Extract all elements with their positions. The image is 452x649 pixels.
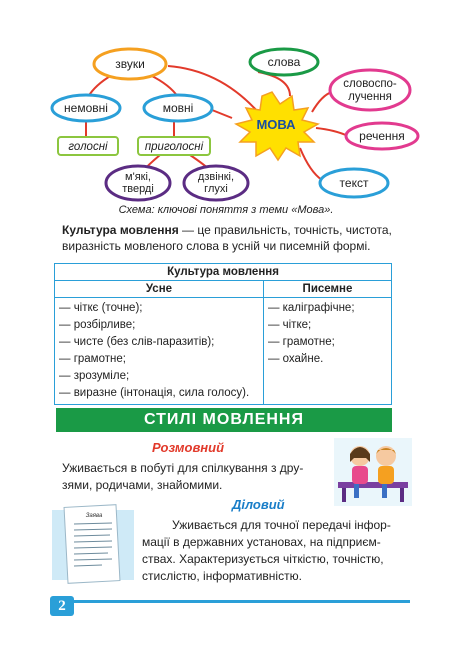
node-tekst-label: текст (339, 176, 369, 190)
table-col-written-list (263, 298, 391, 405)
style-rozmovnyi-line-1: Уживається в побуті для спілкування з дру- (62, 461, 304, 475)
list-item: — грамотне; (267, 336, 335, 348)
page-number: 2 (50, 596, 74, 616)
node-mova-label: МОВА (256, 117, 296, 132)
node-holosni (58, 137, 118, 155)
list-item: — розбірливе; (59, 319, 136, 331)
node-tekst (320, 169, 388, 197)
style-dilovyi-title: Діловий (232, 497, 285, 512)
node-pryholosni (138, 137, 210, 155)
table-col-oral-list (55, 298, 264, 405)
node-rechennia (346, 123, 418, 149)
document-illustration (52, 504, 134, 586)
style-dilovyi-text (142, 517, 402, 585)
node-dzvinki-label-2: глухі (204, 183, 228, 195)
node-miaki-label-1: м'які, (125, 171, 151, 183)
list-item: — виразне (інтонація, сила голосу). (59, 387, 250, 399)
children-on-bench-illustration (334, 438, 412, 506)
document-title: Заява (85, 513, 103, 519)
node-nemovni (52, 95, 120, 121)
girl-body (352, 466, 368, 484)
node-slovospoluchennia-label-1: словоспо- (343, 78, 397, 90)
definition-term: Культура мовлення (62, 223, 179, 237)
list-item: — чітке; (267, 319, 312, 331)
node-slovospoluchennia-shape (330, 70, 410, 110)
list-item: — охайне. (267, 353, 324, 365)
definition-paragraph (62, 222, 402, 254)
table-title: Культура мовлення (55, 264, 392, 281)
node-zvuky (94, 49, 166, 79)
node-pryholosni-label: приголосні (144, 141, 204, 153)
node-miaki-tverdi (106, 166, 170, 200)
section-banner: СТИЛІ МОВЛЕННЯ (56, 408, 392, 432)
bench-leg (400, 488, 404, 502)
diagram-caption: Схема: ключові поняття з теми «Мова». (118, 204, 334, 216)
style-dilovyi-line-1: Уживається для точної передачі інфор- (172, 518, 391, 532)
style-dilovyi-line-2: мації в державних установах, на підприєм- (142, 535, 381, 549)
page-footer-line (74, 600, 410, 603)
node-movni-label: мовні (162, 101, 194, 115)
node-movni (144, 95, 212, 121)
node-nemovni-label: немовні (64, 101, 108, 115)
style-rozmovnyi-text (62, 460, 332, 494)
style-rozmovnyi-title: Розмовний (152, 440, 225, 455)
node-miaki-label-2: тверді (122, 183, 154, 195)
connector-mova-tekst (300, 148, 322, 180)
style-dilovyi-line-4: стислістю, інформативністю. (142, 569, 302, 583)
list-item: — грамотне; (59, 353, 126, 365)
node-dzvinki-label-1: дзвінкі, (197, 171, 235, 183)
boy-body (378, 466, 394, 484)
speech-culture-table (54, 263, 392, 405)
list-item: — каліграфічне; (267, 302, 355, 314)
node-slovospoluchennia (330, 70, 410, 110)
table-col-oral-header: Усне (55, 281, 264, 298)
bench-leg (342, 488, 346, 502)
node-slova (250, 49, 318, 75)
style-dilovyi-line-3: ствах. Характеризується чіткістю, точністю, (142, 552, 384, 566)
style-rozmovnyi-line-2: зями, родичами, знайомими. (62, 478, 223, 492)
bench-seat (338, 482, 408, 488)
node-rechennia-label: речення (359, 129, 405, 143)
list-item: — зрозуміле; (59, 370, 130, 382)
girl-legs (354, 484, 359, 498)
node-zvuky-label: звуки (115, 57, 145, 71)
concept-diagram (0, 0, 452, 205)
definition-text-1: — це правильність, точність, чистота, (178, 223, 392, 237)
node-holosni-label: голосні (68, 141, 108, 153)
connector-mova-rechennia (316, 128, 348, 136)
node-slova-label: слова (267, 55, 301, 69)
node-dzvinki-hlukhi (184, 166, 248, 200)
list-item: — чисте (без слів-паразитів); (59, 336, 215, 348)
node-slovospoluchennia-label-2: лучення (348, 91, 392, 103)
boy-legs (382, 484, 387, 498)
table-col-written-header: Писемне (263, 281, 391, 298)
connector-mova-slovospoluchennia (312, 92, 332, 112)
list-item: — чіткє (точне); (59, 302, 143, 314)
connector-movni-mova (212, 110, 232, 118)
definition-text-2: виразність мовленого слова в усній чи писемній формі. (62, 239, 371, 253)
